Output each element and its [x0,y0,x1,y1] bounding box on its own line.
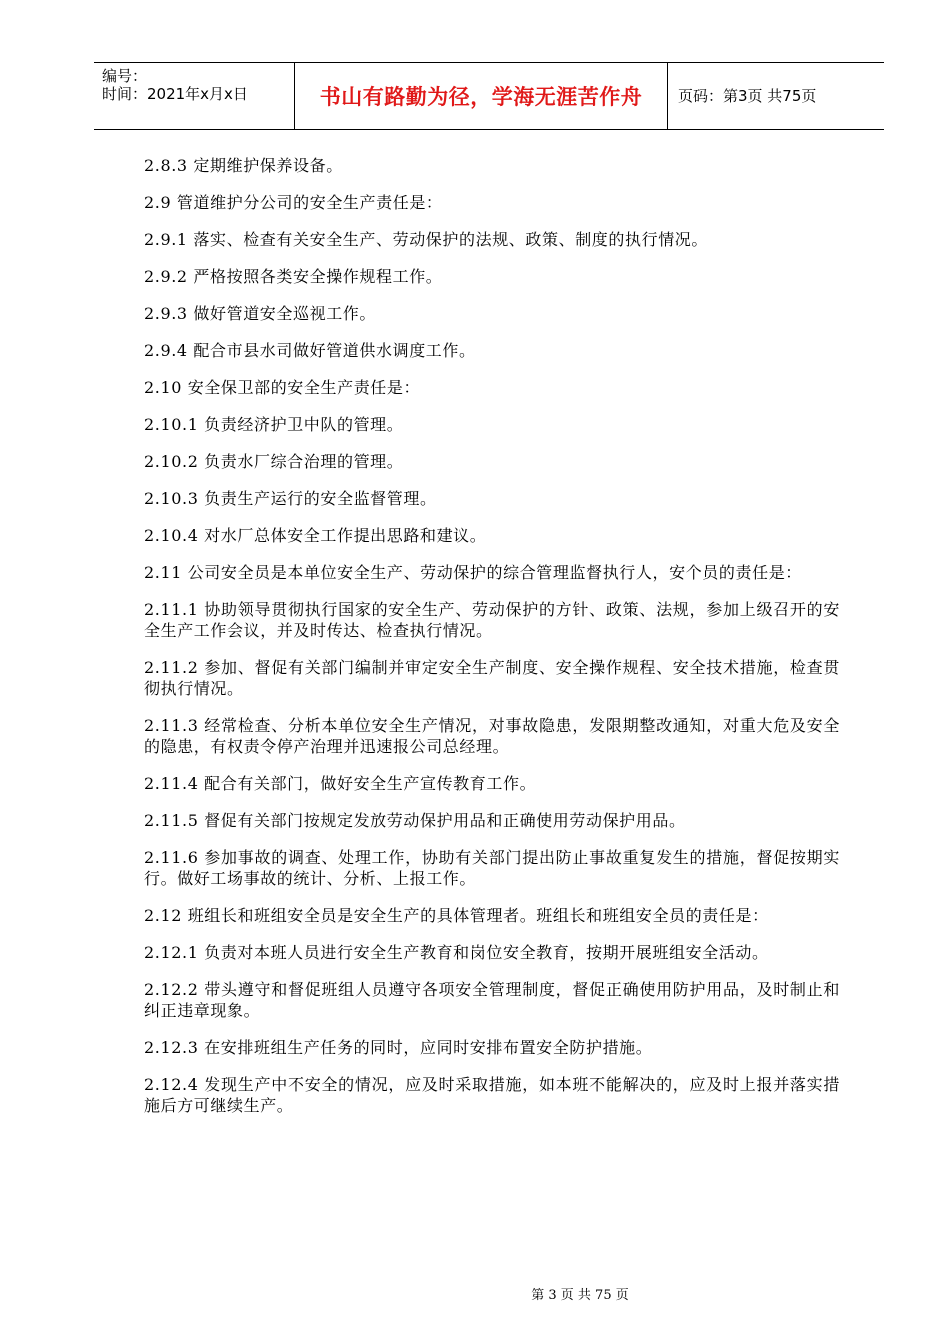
header-motto: 书山有路勤为径，学海无涯苦作舟 [319,85,643,109]
paragraph: 2.12 班组长和班组安全员是安全生产的具体管理者。班组长和班组安全员的责任是： [144,906,769,925]
paragraph: 2.9.4 配合市县水司做好管道供水调度工作。 [144,341,476,360]
paragraph: 2.12.1 负责对本班人员进行安全生产教育和岗位安全教育，按期开展班组安全活动。 [144,943,769,962]
document-header [94,62,884,130]
document-number-label: 编号： [102,67,148,85]
paragraph: 2.11.4 配合有关部门，做好安全生产宣传教育工作。 [144,774,537,793]
header-page-cell [668,63,884,129]
paragraph: 2.11.2 参加、督促有关部门编制并审定安全生产制度、安全操作规程、安全技术措施，检查贯彻执行情况。 [144,658,840,698]
paragraph: 2.10.3 负责生产运行的安全监督管理。 [144,489,437,508]
paragraph: 2.10.2 负责水厂综合治理的管理。 [144,452,404,471]
paragraph: 2.10.1 负责经济护卫中队的管理。 [144,415,404,434]
paragraph: 2.11.3 经常检查、分析本单位安全生产情况，对事故隐患，发限期整改通知，对重大危及安全的隐患，有权责令停产治理并迅速报公司总经理。 [144,716,840,756]
paragraph: 2.10.4 对水厂总体安全工作提出思路和建议。 [144,526,487,545]
paragraph: 2.10 安全保卫部的安全生产责任是： [144,378,421,397]
page-footer: 第 3 页 共 75 页 [531,1288,629,1303]
header-meta-cell [94,63,295,129]
header-page-info: 页码：第3页 共75页 [678,87,817,105]
document-time-label: 时间：2021年x月x日 [102,85,248,103]
paragraph: 2.12.2 带头遵守和督促班组人员遵守各项安全管理制度，督促正确使用防护用品，及时制止和纠正违章现象。 [144,980,840,1020]
paragraph: 2.12.4 发现生产中不安全的情况，应及时采取措施，如本班不能解决的，应及时上报并落实措施后方可继续生产。 [144,1075,840,1115]
paragraph: 2.8.3 定期维护保养设备。 [144,156,343,175]
header-motto-cell [295,63,668,129]
paragraph: 2.11 公司安全员是本单位安全生产、劳动保护的综合管理监督执行人，安个员的责任是： [144,563,802,582]
paragraph: 2.9.2 严格按照各类安全操作规程工作。 [144,267,443,286]
paragraph: 2.9.1 落实、检查有关安全生产、劳动保护的法规、政策、制度的执行情况。 [144,230,708,249]
document-body [144,155,840,1132]
paragraph: 2.12.3 在安排班组生产任务的同时，应同时安排布置安全防护措施。 [144,1038,653,1057]
paragraph: 2.11.6 参加事故的调查、处理工作，协助有关部门提出防止事故重复发生的措施，督促按期实行。做好工场事故的统计、分析、上报工作。 [144,848,840,888]
paragraph: 2.9.3 做好管道安全巡视工作。 [144,304,376,323]
paragraph: 2.11.1 协助领导贯彻执行国家的安全生产、劳动保护的方针、政策、法规，参加上级召开的安全生产工作会议，并及时传达、检查执行情况。 [144,600,840,640]
paragraph: 2.11.5 督促有关部门按规定发放劳动保护用品和正确使用劳动保护用品。 [144,811,686,830]
paragraph: 2.9 管道维护分公司的安全生产责任是： [144,193,443,212]
